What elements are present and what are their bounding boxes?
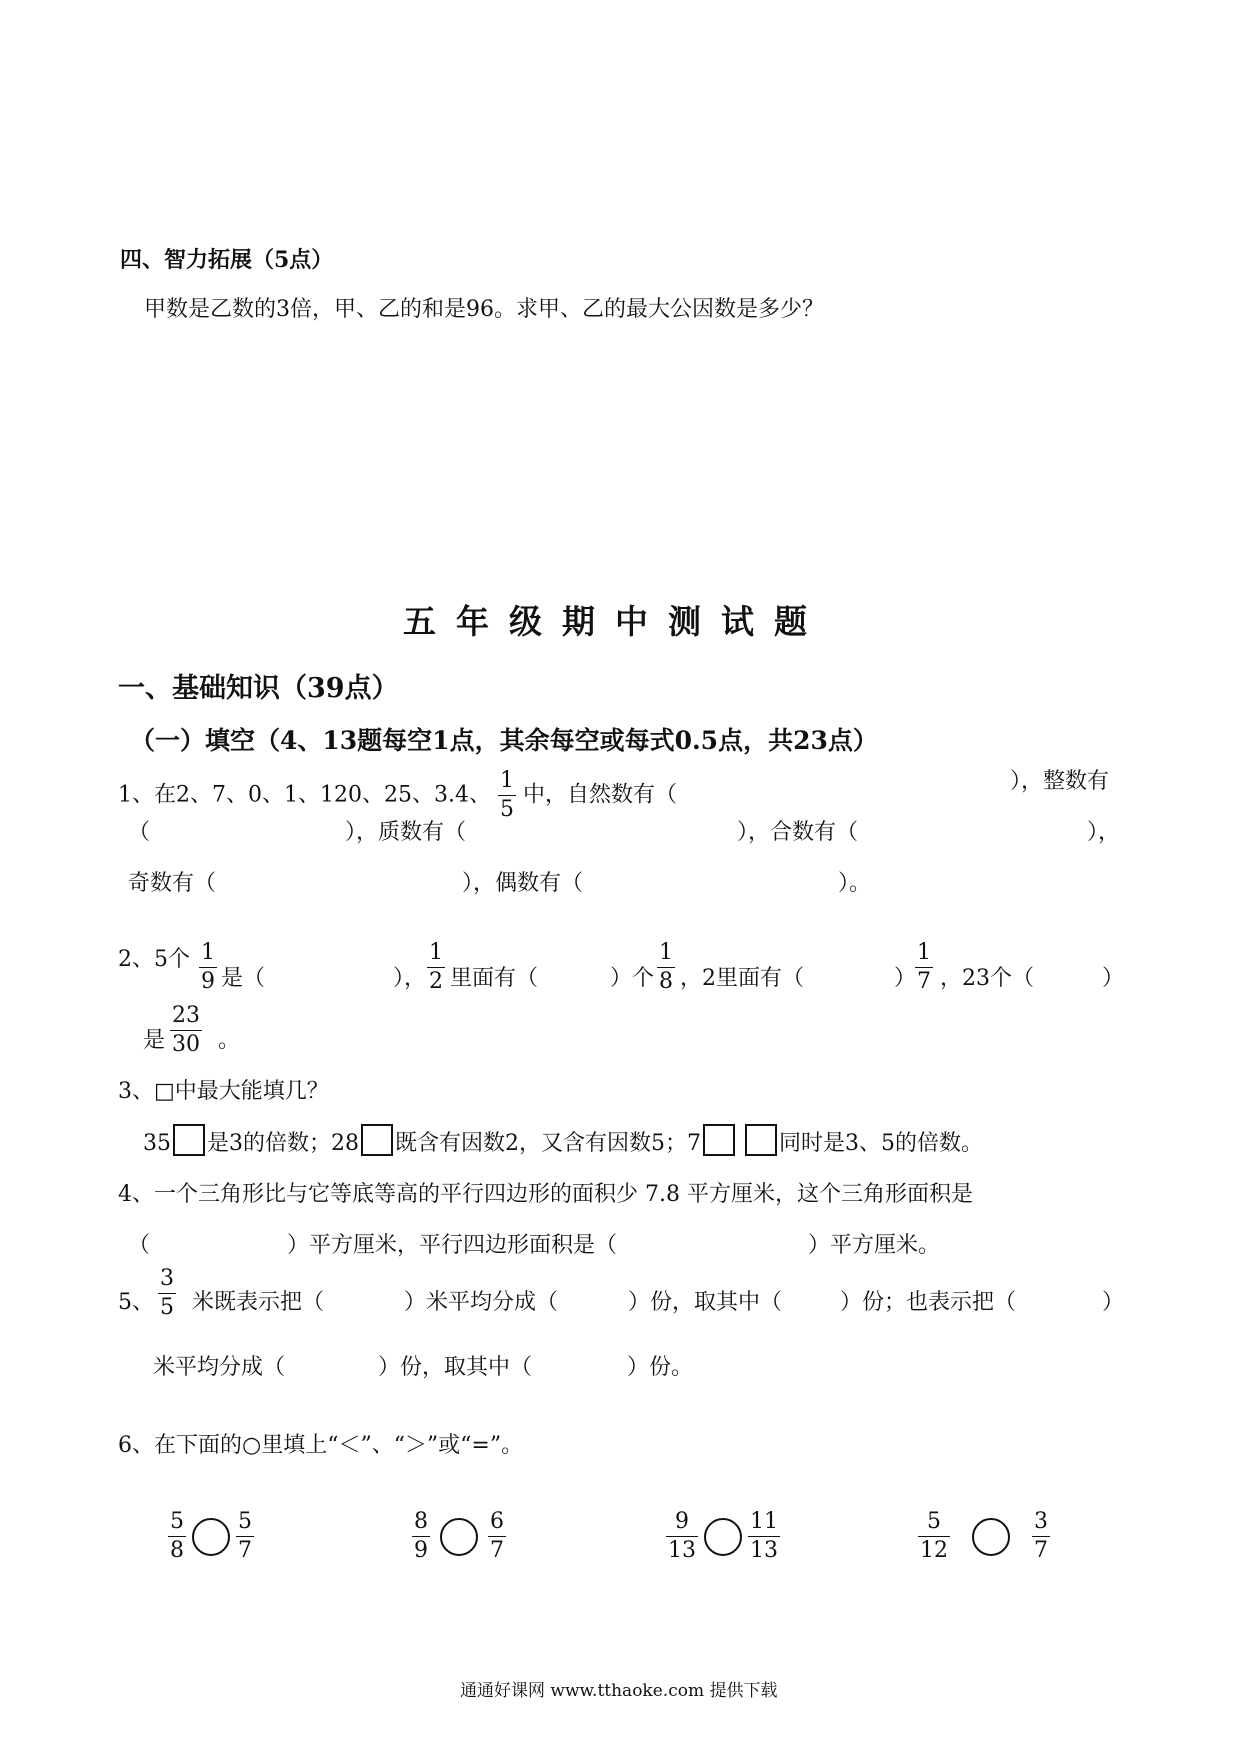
- answer-box[interactable]: [703, 1124, 735, 1156]
- fraction-numerator: 11: [750, 1509, 778, 1534]
- q2-text-a: 2、5个: [118, 947, 190, 972]
- q2-text-h: ）: [894, 966, 917, 991]
- fraction-numerator: 3: [160, 1266, 174, 1291]
- fraction-numerator: 5: [170, 1509, 184, 1534]
- fraction-denominator: 13: [750, 1538, 778, 1563]
- fraction: [170, 1005, 202, 1056]
- section-1-heading: 一、基础知识（39点）: [118, 673, 399, 704]
- fraction-denominator: 7: [238, 1538, 252, 1563]
- q2-text-l: 。: [218, 1028, 241, 1053]
- q3-line: [143, 1124, 983, 1157]
- compare-circle[interactable]: [440, 1518, 478, 1556]
- compare-circle[interactable]: [192, 1518, 230, 1556]
- q3-question: 3、□中最大能填几？: [118, 1079, 329, 1104]
- q3-text-d: 同时是3、5的倍数。: [779, 1131, 983, 1156]
- fraction-numerator: 1: [201, 940, 215, 965]
- q2-text-d: 里面有（: [450, 966, 539, 991]
- fraction-numerator: 5: [238, 1509, 252, 1534]
- fraction: [168, 1511, 186, 1562]
- q2-text-j: ）: [1102, 966, 1125, 991]
- fraction-numerator: 23: [172, 1003, 200, 1028]
- fraction: [427, 942, 445, 993]
- q2-text-i: ，23个（: [940, 966, 1034, 991]
- comparison-1: [168, 1511, 254, 1562]
- q1-text-f: ），合数有（: [737, 820, 859, 845]
- q5-text-g: 米平均分成（: [153, 1355, 286, 1380]
- q5-text-f: ）: [1102, 1290, 1125, 1315]
- answer-box[interactable]: [361, 1124, 393, 1156]
- q2-text-c: ），: [393, 966, 427, 991]
- q5-text-b: 米既表示把（: [192, 1290, 325, 1315]
- fraction-numerator: 3: [1034, 1509, 1048, 1534]
- q1-text-g: ），: [1087, 820, 1121, 845]
- comparison-4: [918, 1511, 1050, 1562]
- answer-box[interactable]: [173, 1124, 205, 1156]
- fraction: [657, 942, 675, 993]
- fraction-denominator: 7: [490, 1538, 504, 1563]
- q1-text-b: 中，自然数有（: [522, 782, 677, 808]
- q1-text-d: （: [128, 820, 151, 845]
- fraction-numerator: 1: [499, 768, 514, 793]
- q4-text-b: （: [128, 1233, 151, 1258]
- fraction: [199, 942, 217, 993]
- fraction-denominator: 13: [668, 1538, 696, 1563]
- fraction-denominator: 9: [201, 969, 215, 994]
- fraction: [915, 942, 933, 993]
- fraction-denominator: 5: [499, 797, 514, 822]
- fraction-denominator: 2: [429, 969, 443, 994]
- q2-text-e: ）个: [610, 966, 655, 991]
- fraction: [918, 1511, 950, 1562]
- q3-text-c: 既含有因数2，又含有因数5；7: [395, 1131, 701, 1156]
- comparison-3: [666, 1511, 780, 1562]
- q5-text-e: ）份；也表示把（: [840, 1290, 1017, 1315]
- fraction-numerator: 1: [659, 940, 673, 965]
- section-4-problem: 甲数是乙数的3倍，甲、乙的和是96。求甲、乙的最大公因数是多少？: [144, 297, 824, 322]
- fraction: [1032, 1511, 1050, 1562]
- q1-line1: [118, 770, 677, 821]
- q5-text-h: ）份，取其中（: [378, 1355, 533, 1380]
- fraction: [158, 1268, 176, 1319]
- q3-text-b: 是3的倍数；28: [207, 1131, 359, 1156]
- fraction-denominator: 9: [414, 1538, 428, 1563]
- q5-text-i: ）份。: [627, 1355, 694, 1380]
- q1-text-h: 奇数有（: [128, 871, 217, 896]
- q5-text-d: ）份，取其中（: [628, 1290, 783, 1315]
- q1-text-e: ），质数有（: [345, 820, 467, 845]
- fraction-numerator: 6: [490, 1509, 504, 1534]
- fraction: [412, 1511, 430, 1562]
- fraction-numerator: 9: [675, 1509, 689, 1534]
- fraction: [748, 1511, 780, 1562]
- q4-text-a: 4、一个三角形比与它等底等高的平行四边形的面积少 7.8 平方厘米，这个三角形面积是: [118, 1182, 973, 1207]
- fraction-denominator: 30: [172, 1032, 200, 1057]
- fraction-numerator: 8: [414, 1509, 428, 1534]
- q1-text-a: 1、在2、7、0、1、120、25、3.4、: [118, 782, 491, 808]
- compare-circle[interactable]: [704, 1518, 742, 1556]
- fraction-denominator: 12: [920, 1538, 948, 1563]
- fraction-numerator: 5: [927, 1509, 941, 1534]
- fraction-denominator: 7: [917, 969, 931, 994]
- q1-text-i: ），偶数有（: [462, 871, 584, 896]
- section-1-sub-heading: （一）填空（4、13题每空1点，其余每空或每式0.5点，共23点）: [130, 726, 878, 755]
- footer-credit: 通通好课网 www.tthaoke.com 提供下载: [460, 1681, 778, 1701]
- section-4-heading: 四、智力拓展（5点）: [120, 247, 334, 273]
- comparison-2: [412, 1511, 506, 1562]
- fraction: [666, 1511, 698, 1562]
- q5-text-c: ）米平均分成（: [404, 1290, 559, 1315]
- fraction: [498, 770, 516, 821]
- q4-text-c: ）平方厘米，平行四边形面积是（: [287, 1233, 618, 1258]
- fraction-denominator: 8: [170, 1538, 184, 1563]
- fraction-denominator: 5: [160, 1295, 174, 1320]
- q5-text-a: 5、: [118, 1290, 154, 1315]
- fraction-numerator: 1: [917, 940, 931, 965]
- q2-text-b: 是（: [221, 966, 266, 991]
- q4-text-d: ）平方厘米。: [808, 1233, 941, 1258]
- page-title: 五年级期中测试题: [403, 602, 827, 641]
- fraction-numerator: 1: [429, 940, 443, 965]
- fraction: [236, 1511, 254, 1562]
- q2-text-k: 是: [143, 1028, 166, 1053]
- q2-text-g: ，2里面有（: [680, 966, 804, 991]
- compare-circle[interactable]: [972, 1518, 1010, 1556]
- answer-box[interactable]: [745, 1124, 777, 1156]
- fraction-denominator: 7: [1034, 1538, 1048, 1563]
- q1-text-c: ），整数有: [1010, 769, 1110, 794]
- q6-question: 6、在下面的○里填上“＜”、“＞”或“=”。: [118, 1433, 524, 1458]
- fraction: [488, 1511, 506, 1562]
- fraction-denominator: 8: [659, 969, 673, 994]
- q1-text-j: ）。: [838, 871, 872, 896]
- q3-text-a: 35: [143, 1131, 171, 1156]
